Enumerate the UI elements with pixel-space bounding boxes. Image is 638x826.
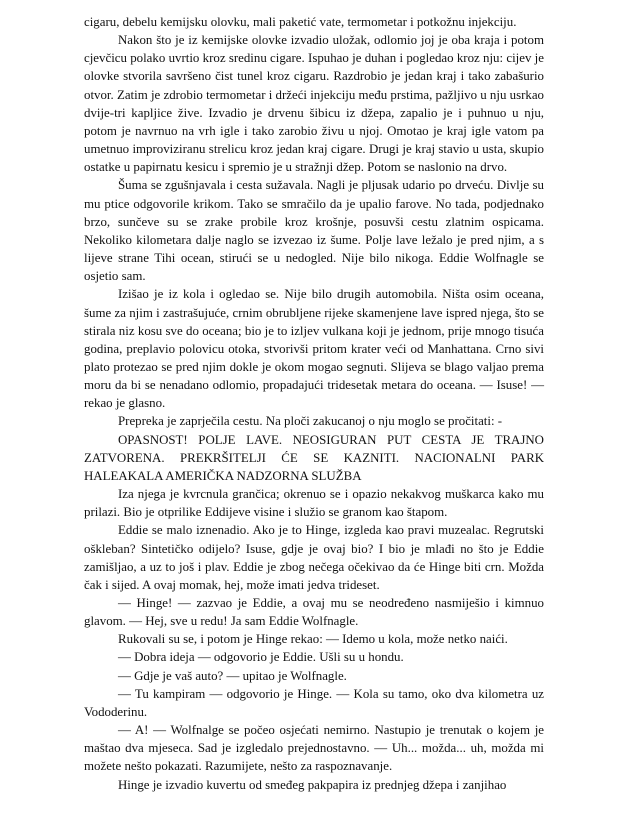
body-text (84, 13, 544, 794)
paragraph-15: Hinge je izvadio kuvertu od smeđeg pakpapira iz prednjeg džepa i zanjihao (118, 777, 507, 792)
paragraph-11: — Dobra ideja — odgovorio je Eddie. Ušli su u hondu. (118, 650, 404, 665)
paragraph-12: — Gdje je vaš auto? — upitao je Wolfnagle. (118, 668, 347, 683)
paragraph-8: Eddie se malo iznenadio. Ako je to Hinge, izgleda kao pravi muzealac. Regrutski oškleban? Sintetičko odijelo? Isuse, gdje je ovaj bio? I bio je mlađi no što je Eddie zamišljao, a uz to još i plav. Eddie je zbog nečega očekivao da će Hinge biti crn. Možda čak i sijed. A ovaj momak, hej, može imati jedva trideset. (84, 523, 544, 592)
paragraph-4: Izišao je iz kola i ogledao se. Nije bilo drugih automobila. Ništa osim oceana, šume za njim i zastrašujuće, crnim obrubljene rijeke skamenjene lave ispred njega, što se stirala niz kosu sve do oceana; bio je to izljev vulkana koji je jednom, prije mnogo tisuća godina, preplavio polovicu otoka, stvorivši pritom krater veći od Manhattana. Crno sivi plato protezao se pred njim dokle je okom mogao segnuti. Slijeva se blago valjao prema moru da bi se nenadano odlomio, propadajući tridesetak metara do oceana. — Isuse! — rekao je glasno. (84, 287, 544, 411)
paragraph-7: Iza njega je kvrcnula grančica; okrenuo se i opazio nekakvog muškarca kako mu prilazi. Bio je otprilike Eddijeve visine i služio se granom kao štapom. (84, 487, 544, 520)
paragraph-6-sign: OPASNOST! POLJE LAVE. NEOSIGURAN PUT CESTA JE TRAJNO ZATVORENA. PREKRŠITELJI ĆE SE KAZNITI. NACIONALNI PARK HALEAKALA AMERIČKA NADZORNA SLUŽBA (84, 432, 544, 483)
paragraph-1: cigaru, debelu kemijsku olovku, mali paketić vate, termometar i potkožnu injekciju. (84, 15, 517, 29)
paragraph-14: — A! — Wolfnalge se počeo osjećati nemirno. Nastupio je trenutak o kojem je maštao dva mjeseca. Sad je izgledalo prejednostavno. — Uh... možda... uh, možda mi možete nešto pokazati. Razumijete, nešto za raspoznavanje. (84, 723, 544, 774)
paragraph-2: Nakon što je iz kemijske olovke izvadio uložak, odlomio joj je oba kraja i potom cjevčicu polako uvrtio kroz sredinu cigare. Ispuhao je duhan i pogledao kroz nju: cijev je olovke stvorila savršeno čist tunel kroz cigaru. Razdrobio je jedan kraj i tako zabašurio otvor. Zatim je zdrobio termometar i držeći injekciju među prstima, pažljivo u nju usrkao dvije-tri kapljice žive. Izvadio je drvenu šibicu iz džepa, zapalio je i puhnuo u nju, potom je navrnuo na vrh igle i tako zarobio živu u njoj. Omotao je kraj igle vatom pa umetnuo improviziranu strelicu kroz jedan kraj cigare. Drugi je kraj stavio u usta, skupio ostatke u papirnatu kesicu i spremio je u stražnji džep. Potom se naslonio na drvo. (84, 33, 544, 175)
paragraph-9: — Hinge! — zazvao je Eddie, a ovaj mu se neodređeno nasmiješio i kimnuo glavom. — Hej, sve u redu! Ja sam Eddie Wolfnagle. (84, 596, 544, 629)
paragraph-13: — Tu kampiram — odgovorio je Hinge. — Kola su tamo, oko dva kilometra uz Vododerinu. (84, 686, 544, 719)
paragraph-3: Šuma se zgušnjavala i cesta sužavala. Nagli je pljusak udario po drveću. Divlje su mu ptice odgovorile krikom. Tako se smračilo da je upalio farove. No tada, podjednako brzo, sunčeve su se zrake probile kroz krošnje, posuvši cestu zlatnim ospicama. Nekoliko kilometara dalje naglo se izvezao iz šume. Polje lave ležalo je pred njim, a s lijeve strane Tihi ocean, stirući se u nedogled. Nije bilo nikoga. Eddie Wolfnagle se osjetio sam. (84, 178, 544, 284)
paragraph-10: Rukovali su se, i potom je Hinge rekao: — Idemo u kola, može netko naići. (118, 632, 508, 647)
paragraph-5: Prepreka je zaprječila cestu. Na ploči zakucanoj o nju moglo se pročitati: - (118, 414, 503, 429)
